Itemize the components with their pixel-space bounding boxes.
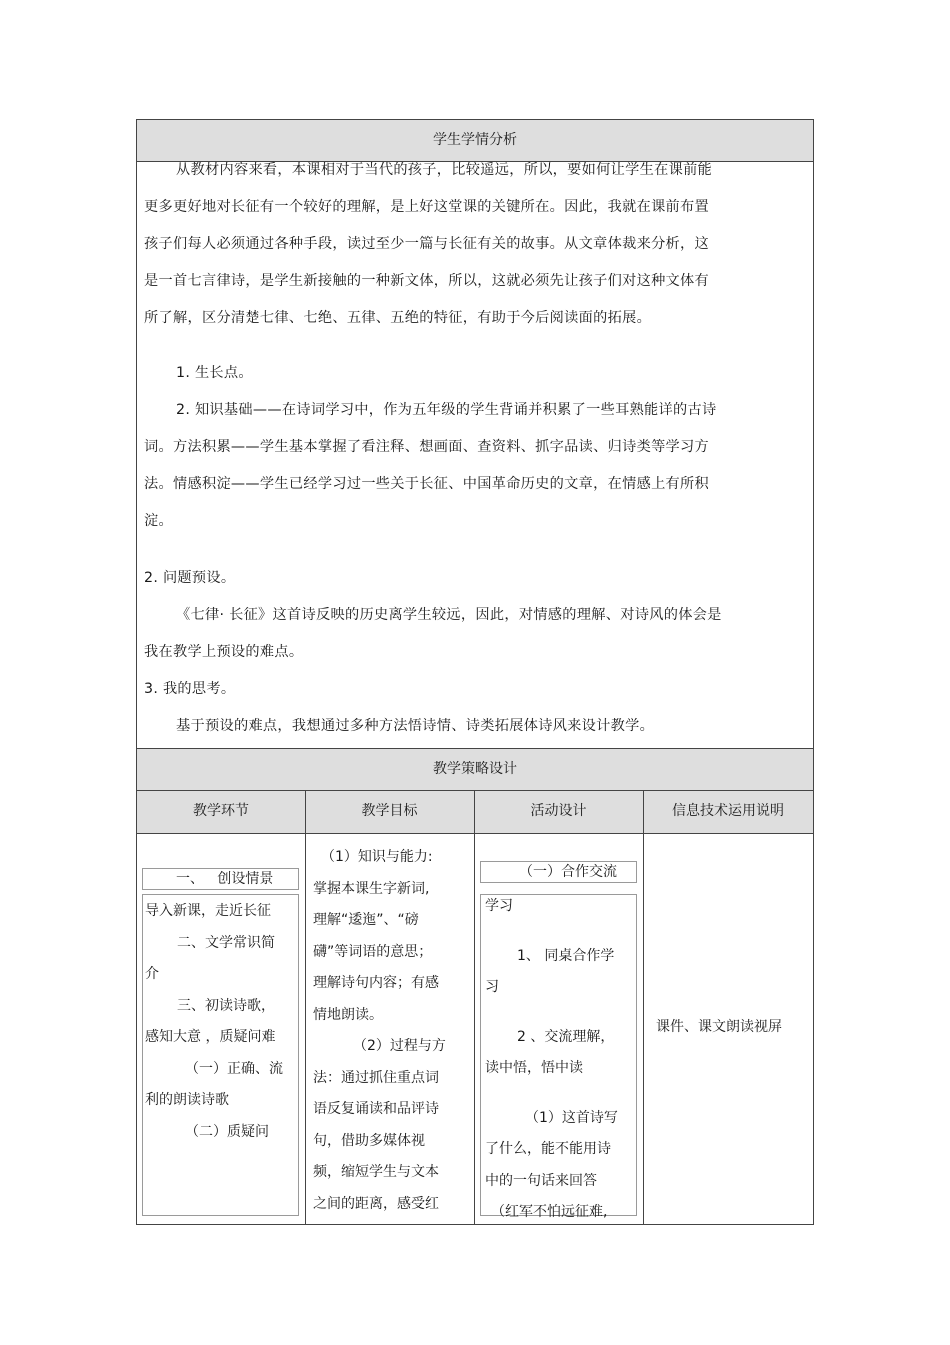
goal-line: （2）过程与方 bbox=[353, 1038, 446, 1054]
analysis-body-growth bbox=[144, 355, 808, 540]
rule-strategy-title bbox=[137, 790, 813, 791]
problem-heading: 2. 问题预设。 bbox=[144, 570, 236, 586]
activity-line: 中的一句话来回答 bbox=[485, 1172, 597, 1189]
activity-line: 1、 同桌合作学 bbox=[517, 947, 615, 964]
knowledge-paragraph: 2. 知识基础——在诗词学习中，作为五年级的学生背诵并积累了一些耳熟能详的古诗 bbox=[176, 402, 717, 418]
knowledge-paragraph: 淀。 bbox=[144, 513, 173, 529]
goal-line: 理解“逶迤”、“磅 bbox=[313, 912, 419, 928]
stage-line: 三、初读诗歌， bbox=[177, 997, 275, 1014]
col-divider-2 bbox=[474, 790, 475, 1224]
stage-list bbox=[145, 896, 297, 1148]
column-header-teaching-stage: 教学环节 bbox=[137, 790, 305, 833]
activity-line: 2 、交流理解， bbox=[517, 1028, 615, 1045]
goal-line: 频，缩短学生与文本 bbox=[313, 1164, 439, 1180]
problem-paragraph: 我在教学上预设的难点。 bbox=[144, 644, 304, 660]
analysis-body bbox=[144, 152, 808, 337]
stage-line: 导入新课，走近长征 bbox=[145, 903, 271, 919]
strategy-title: 教学策略设计 bbox=[433, 761, 517, 777]
goal-line: 掌握本课生字新词, bbox=[313, 880, 430, 897]
goal-line: 句，借助多媒体视 bbox=[313, 1132, 425, 1149]
stage-line: 利的朗读诗歌 bbox=[145, 1092, 229, 1108]
activity-list bbox=[485, 891, 635, 1229]
it-usage-text: 课件、课文朗读视屏 bbox=[656, 1019, 782, 1035]
stage-line: （二）质疑问 bbox=[185, 1123, 269, 1140]
analysis-body-problem bbox=[144, 560, 808, 745]
table-border-left bbox=[136, 119, 137, 1225]
strategy-title-cell bbox=[137, 748, 813, 790]
goal-list bbox=[313, 842, 471, 1220]
col-divider-3 bbox=[643, 790, 644, 1224]
activity-line: 了什么，能不能用诗 bbox=[485, 1141, 611, 1157]
analysis-title: 学生学情分析 bbox=[433, 132, 517, 148]
goal-line: 语反复诵读和品评诗 bbox=[313, 1101, 439, 1117]
column-header-activity-design: 活动设计 bbox=[474, 790, 643, 833]
rule-strategy-top bbox=[137, 748, 813, 749]
analysis-paragraph: 从教材内容来看，本课相对于当代的孩子，比较遥远，所以，要如何让学生在课前能 bbox=[176, 162, 713, 178]
col-divider-1 bbox=[305, 790, 306, 1224]
rule-analysis-title bbox=[137, 161, 813, 162]
growth-point-heading: 1. 生长点。 bbox=[176, 365, 253, 381]
table-border-top bbox=[137, 119, 814, 120]
activity-line: （1）这首诗写 bbox=[525, 1109, 618, 1126]
table-border-bottom bbox=[136, 1224, 814, 1225]
rule-column-headers bbox=[137, 833, 813, 834]
stage-line: 感知大意 ，质疑问难 bbox=[145, 1029, 276, 1045]
stage-line: 二、文学常识简 bbox=[177, 934, 275, 951]
activity-line: 读中悟，悟中读 bbox=[485, 1060, 583, 1076]
thinking-heading: 3. 我的思考。 bbox=[144, 681, 236, 697]
knowledge-paragraph: 词。方法积累——学生基本掌握了看注释、想画面、查资料、抓字品读、归诗类等学习方 bbox=[144, 439, 710, 455]
stage-header-text: 一、 创设情景 bbox=[176, 871, 274, 887]
stage-line: 介 bbox=[145, 966, 159, 982]
column-header-it-usage: 信息技术运用说明 bbox=[643, 790, 813, 833]
activity-line: 学习 bbox=[485, 898, 513, 914]
stage-line: （一）正确、流 bbox=[185, 1060, 283, 1077]
activity-line: 习 bbox=[485, 979, 499, 995]
activity-line: （红军不怕远征难, bbox=[491, 1204, 608, 1220]
analysis-paragraph: 所了解，区分清楚七律、七绝、五律、五绝的特征，有助于今后阅读面的拓展。 bbox=[144, 310, 652, 326]
goal-line: （1）知识与能力: bbox=[321, 849, 433, 865]
analysis-paragraph: 更多更好地对长征有一个较好的理解，是上好这堂课的关键所在。因此，我就在课前布置 bbox=[144, 199, 710, 215]
goal-line: 之间的距离，感受红 bbox=[313, 1195, 439, 1212]
goal-line: 理解诗句内容；有感 bbox=[313, 975, 439, 991]
problem-paragraph: 《七律· 长征》这首诗反映的历史离学生较远，因此，对情感的理解、对诗风的体会是 bbox=[176, 607, 722, 623]
thinking-paragraph: 基于预设的难点，我想通过多种方法悟诗情、诗类拓展体诗风来设计教学。 bbox=[176, 718, 655, 734]
analysis-paragraph: 是一首七言律诗，是学生新接触的一种新文体，所以，这就必须先让孩子们对这种文体有 bbox=[144, 273, 710, 289]
goal-line: 情地朗读。 bbox=[313, 1006, 383, 1023]
goal-line: 法：通过抓住重点词 bbox=[313, 1069, 439, 1086]
column-header-teaching-goal: 教学目标 bbox=[305, 790, 474, 833]
knowledge-paragraph: 法。情感积淀——学生已经学习过一些关于长征、中国革命历史的文章，在情感上有所积 bbox=[144, 476, 710, 492]
activity-header-text: （一）合作交流 bbox=[519, 864, 617, 880]
analysis-paragraph: 孩子们每人必须通过各种手段，读过至少一篇与长征有关的故事。从文章体裁来分析，这 bbox=[144, 236, 710, 252]
goal-line: 礴”等词语的意思； bbox=[313, 943, 433, 960]
table-border-right bbox=[813, 119, 814, 1225]
